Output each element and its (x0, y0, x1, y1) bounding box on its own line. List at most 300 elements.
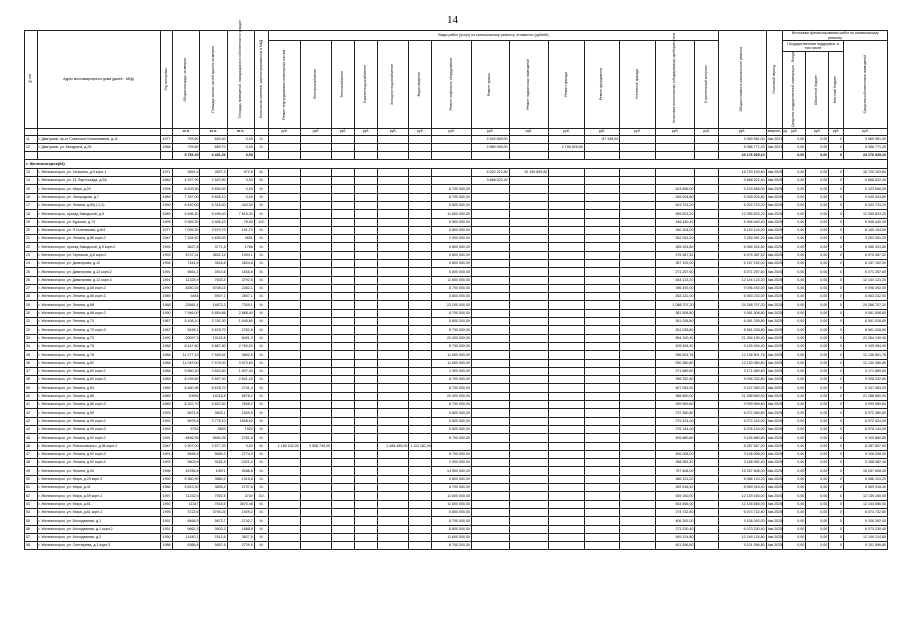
cell-el (300, 484, 331, 492)
cell-bsm (509, 492, 549, 500)
cell-heat (332, 508, 355, 516)
cell-a: 9 365,30 (173, 218, 200, 226)
cell-dev: 405 880,80 (655, 434, 695, 442)
cell-p: 9/- (254, 309, 269, 317)
cell-fac (549, 168, 585, 176)
cell-s1: 0,00 (783, 284, 806, 292)
cell-b: 2 522,90 (200, 177, 227, 185)
cell-a: 5 752,20 (173, 152, 200, 160)
cell-ins (620, 517, 656, 525)
table-row (25, 492, 888, 500)
cell-int (269, 392, 300, 400)
cell-own: 3 252 051,20 (843, 235, 887, 243)
cell-fac (549, 542, 585, 550)
cell-el (300, 276, 331, 284)
cell-bsm (509, 500, 549, 508)
cell-tot: 3 171 689,60 (718, 367, 766, 375)
cell-y: 1988 (160, 367, 173, 375)
cell-s3: 0 (829, 384, 844, 392)
cell-heat (332, 434, 355, 442)
cell-el (300, 226, 331, 234)
cell-sew (409, 326, 432, 334)
cell-s2: 0,00 (806, 434, 829, 442)
cell-lift: 5 800 000,00 (432, 243, 472, 251)
cell-fd (584, 442, 620, 450)
cell-s1: 0,00 (783, 309, 806, 317)
cell-fd (584, 177, 620, 185)
cell-sew (409, 168, 432, 176)
cell-int (269, 135, 300, 143)
cell-s3: 0 (829, 210, 844, 218)
cell-cold (377, 492, 408, 500)
cell-tot: 3 252 051,20 (718, 235, 766, 243)
cell-s2: 0,00 (806, 367, 829, 375)
cell-per: 4кв.2025г (766, 359, 783, 367)
cell-per: 4кв.2025г (766, 442, 783, 450)
cell-sew (409, 301, 432, 309)
cell-tot: 6 075 387,52 (718, 251, 766, 259)
cell-bsm (509, 185, 549, 193)
cell-addr: г. Железногорск, ул. Ленина, д.80(1,1,2) (37, 201, 160, 209)
cell-heat (332, 384, 355, 392)
table-row (25, 284, 888, 292)
cell-fac (549, 235, 585, 243)
cell-fd (584, 542, 620, 550)
cell-ins (620, 334, 656, 342)
cell-y: 1992 (160, 500, 173, 508)
cell-cold (377, 318, 408, 326)
cell-per: 4кв.2025г (766, 210, 783, 218)
cell-ctl (695, 152, 718, 160)
cell-sew (409, 185, 432, 193)
cell-sew (409, 284, 432, 292)
cell-s3: 0 (829, 251, 844, 259)
cell-p: 9/- (254, 484, 269, 492)
cell-c: 1835,8 (227, 268, 254, 276)
cell-ctl (695, 392, 718, 400)
cell-ctl (695, 442, 718, 450)
cell-b: 645,40 (200, 135, 227, 143)
cell-hot (355, 484, 378, 492)
cell-own: 6 071 257,60 (843, 268, 887, 276)
cell-hot (355, 342, 378, 350)
cell-y: 1987 (160, 235, 173, 243)
cell-addr: г. Железногорск, ул. Сентюрева, д.1 корп.3 (37, 542, 160, 550)
cell-bsm (509, 392, 549, 400)
cell-lift: 5 800 000,00 (432, 475, 472, 483)
cell-own: 6 074 732,80 (843, 508, 887, 516)
cell-c: 3730 (227, 492, 254, 500)
cell-n: 53 (25, 500, 38, 508)
cell-y: 1987 (160, 326, 173, 334)
cell-s3: 0 (829, 492, 844, 500)
cell-ctl (695, 508, 718, 516)
cell-hot (355, 384, 378, 392)
cell-cold (377, 185, 408, 193)
cell-tot: 8 287 657,00 (718, 442, 766, 450)
table-row (25, 193, 888, 201)
cell-lift: 11 600 000,00 (432, 500, 472, 508)
cell-ctl (695, 210, 718, 218)
cell-tot: 6 140 104,00 (718, 226, 766, 234)
cell-ctl (695, 185, 718, 193)
cell-sew (409, 251, 432, 259)
cell-per: 4кв.2025г (766, 542, 783, 550)
cell-n: 49 (25, 467, 38, 475)
cell-hot (355, 260, 378, 268)
cell-cold (377, 508, 408, 516)
cell-own: 9 099 969,60 (843, 401, 887, 409)
cell-c: 0,00 (227, 152, 254, 160)
cell-hot (355, 525, 378, 533)
cell-ins (620, 251, 656, 259)
cell-ins (620, 484, 656, 492)
cell-roof (471, 533, 509, 541)
cell-s1: 0,00 (783, 442, 806, 450)
cell-s2: 0,00 (806, 201, 829, 209)
cell-fac (549, 201, 585, 209)
cell-fd (584, 484, 620, 492)
cell-sew (409, 193, 432, 201)
cell-s1: 0,00 (783, 384, 806, 392)
cell-y: 1988 (160, 359, 173, 367)
col-total-cost: Общая стоимость капитального ремонта (718, 31, 766, 129)
cell-s2: 0,00 (806, 218, 829, 226)
cell-s3: 0 (829, 193, 844, 201)
cell-ins (620, 135, 656, 143)
cell-s3: 0 (829, 143, 844, 151)
cell-addr: г. Железногорск, ул. Димитрова, д.12 корп.2 (37, 268, 160, 276)
cell-ctl (695, 260, 718, 268)
cell-ins (620, 508, 656, 516)
cell-b: 3 579,70 (200, 226, 227, 234)
table-row (25, 309, 888, 317)
cell-s3: 0 (829, 351, 844, 359)
cell-fac (549, 276, 585, 284)
cell-ins (620, 434, 656, 442)
cell-b: 9 496,40 (200, 210, 227, 218)
cell-heat (332, 152, 355, 160)
cell-bsm (509, 326, 549, 334)
cell-sew (409, 351, 432, 359)
cell-b: 5 316,00 (200, 201, 227, 209)
cell-n: 13 (25, 168, 38, 176)
cell-roof (471, 409, 509, 417)
cell-bsm (509, 376, 549, 384)
cell-s3: 0 (829, 542, 844, 550)
cell-roof (471, 318, 509, 326)
cell-b: 5673,7 (200, 517, 227, 525)
cell-own: 12 055 823,20 (843, 210, 887, 218)
cell-s3: 0 (829, 484, 844, 492)
cell-c: 3 573,60 (227, 359, 254, 367)
cell-ins (620, 384, 656, 392)
cell-s3: 0 (829, 367, 844, 375)
cell-cold (377, 359, 408, 367)
cell-p: 10/- (254, 492, 269, 500)
cell-fd (584, 152, 620, 160)
cell-lift (432, 135, 472, 143)
cell-s2: 0,00 (806, 309, 829, 317)
cell-p (254, 152, 269, 160)
cell-b: 5907,1 (200, 293, 227, 301)
cell-hot (355, 442, 378, 450)
cell-per: 4кв.2025г (766, 475, 783, 483)
section-title: г. Железногорск(64) (25, 160, 888, 168)
cell-fac (549, 193, 585, 201)
cell-a: 5438,1 (173, 326, 200, 334)
cell-hot (355, 508, 378, 516)
cell-addr: г. Железногорск, ул. Ленина, д.94 (37, 467, 160, 475)
cell-p: 5/- (254, 177, 269, 185)
cell-cold (377, 201, 408, 209)
cell-s1: 0,00 (783, 152, 806, 160)
cell-n: 20 (25, 226, 38, 234)
cell-tot: 16 720 103,60 (718, 168, 766, 176)
cell-dev: 261 028,80 (655, 318, 695, 326)
cell-sew (409, 409, 432, 417)
cell-tot: 6 065 324,80 (718, 243, 766, 251)
cell-y: 1989 (160, 210, 173, 218)
cell-roof (471, 425, 509, 433)
cell-hot (355, 309, 378, 317)
table-row (25, 367, 888, 375)
cell-b: 5 694,00 (200, 185, 227, 193)
cell-cold (377, 434, 408, 442)
cell-roof (471, 401, 509, 409)
cell-per: 4кв.2025г (766, 533, 783, 541)
cell-tot: 9 106 392,00 (718, 517, 766, 525)
cell-tot: 9 081 508,80 (718, 309, 766, 317)
cell-own: 9 105 880,80 (843, 434, 887, 442)
cell-cold (377, 226, 408, 234)
cell-lift: 5 800 000,00 (432, 425, 472, 433)
cell-el (300, 143, 331, 151)
cell-int (269, 409, 300, 417)
cell-tot: 8 969 918,40 (718, 484, 766, 492)
cell-addr: г. Железногорск, ул. Ленина, д.92 корп.3 (37, 450, 160, 458)
cell-el (300, 434, 331, 442)
cell-heat (332, 260, 355, 268)
cell-addr: г. Железногорск, ул. Л.Голенькова, д.6/4 (37, 226, 160, 234)
cell-s3: 0 (829, 508, 844, 516)
cell-s3: 0 (829, 318, 844, 326)
cell-b: 2827,3 (200, 168, 227, 176)
cell-per: 4кв.2025г (766, 226, 783, 234)
cell-per: 4кв.2025г (766, 467, 783, 475)
cell-lift (432, 168, 472, 176)
cell-s3: 0 (829, 276, 844, 284)
cell-ins (620, 201, 656, 209)
cell-a: 7 946,00 (173, 309, 200, 317)
cell-lift: 8 700 000,00 (432, 434, 472, 442)
cell-tot: 9 099 969,60 (718, 401, 766, 409)
cell-own: 21 288 560,00 (843, 392, 887, 400)
cell-lift: 2 900 000,00 (432, 367, 472, 375)
cell-fd (584, 401, 620, 409)
table-row (25, 542, 888, 550)
cell-c: 0,00 (227, 177, 254, 185)
cell-el (300, 218, 331, 226)
cell-dev (655, 143, 695, 151)
cell-ctl (695, 376, 718, 384)
cell-cold (377, 342, 408, 350)
cell-hot (355, 517, 378, 525)
cell-p: 10/- (254, 218, 269, 226)
table-row (25, 401, 888, 409)
cell-int (269, 251, 300, 259)
cell-roof (471, 467, 509, 475)
cell-ctl (695, 492, 718, 500)
table-row (25, 135, 888, 143)
cell-heat (332, 517, 355, 525)
cell-el (300, 201, 331, 209)
cell-fd (584, 500, 620, 508)
cell-ctl (695, 367, 718, 375)
cell-ins (620, 177, 656, 185)
cell-cold (377, 293, 408, 301)
cell-roof (471, 268, 509, 276)
cell-a: 5 438,10 (173, 318, 200, 326)
cell-own: 8 287 657,00 (843, 442, 887, 450)
cell-sew (409, 276, 432, 284)
cell-ins (620, 467, 656, 475)
cell-ins (620, 152, 656, 160)
cell-ctl (695, 143, 718, 151)
cell-ctl (695, 135, 718, 143)
cell-y: 1993 (160, 251, 173, 259)
cell-b: 5 822,50 (200, 401, 227, 409)
cell-bsm (509, 301, 549, 309)
cell-own: 6 072 380,80 (843, 409, 887, 417)
cell-sew (409, 268, 432, 276)
cell-ins (620, 442, 656, 450)
cell-a: 20097,3 (173, 334, 200, 342)
cell-addr: г. Железногорск, ул. Мира, д.59 корп.2 (37, 492, 160, 500)
cell-bsm (509, 276, 549, 284)
cell-own: 9 098 332,80 (843, 376, 887, 384)
cell-heat (332, 201, 355, 209)
cell-fac (549, 434, 585, 442)
cell-int (269, 500, 300, 508)
cell-bsm (509, 226, 549, 234)
cell-lift: 20 300 000,00 (432, 334, 472, 342)
cell-heat (332, 533, 355, 541)
cell-int: 1 180 242,00 (269, 442, 300, 450)
cell-b: 3771,8 (200, 243, 227, 251)
cell-hot (355, 235, 378, 243)
cell-dev: 398 332,80 (655, 376, 695, 384)
cell-bsm (509, 342, 549, 350)
cell-c: 2624,8 (227, 260, 254, 268)
cell-sew (409, 384, 432, 392)
cell-b: 3835,4 (200, 484, 227, 492)
cell-ctl (695, 276, 718, 284)
cell-heat (332, 459, 355, 467)
table-row (25, 450, 888, 458)
cell-fd (584, 235, 620, 243)
cell-a: 8 332,70 (173, 401, 200, 409)
cell-own: 23 176 925,10 (843, 152, 887, 160)
cell-lift: 23 200 000,00 (432, 301, 472, 309)
cell-p: 9/- (254, 301, 269, 309)
cell-s1: 0,00 (783, 401, 806, 409)
cell-roof (471, 517, 509, 525)
cell-hot (355, 359, 378, 367)
cell-roof (471, 301, 509, 309)
cell-s3: 0 (829, 409, 844, 417)
cell-cold (377, 243, 408, 251)
cell-dev: 757 608,00 (655, 467, 695, 475)
cell-addr: г. Железногорск, ул. Ленина, д.82 (37, 359, 160, 367)
cell-int (269, 425, 300, 433)
cell-fd (584, 284, 620, 292)
cell-sew: 1 113 181,00 (409, 442, 432, 450)
cell-c: 2761,6 (227, 434, 254, 442)
cell-roof (471, 542, 509, 550)
cell-per: 4кв.2025г (766, 508, 783, 516)
cell-a: 8456,95 (173, 434, 200, 442)
cell-fac (549, 260, 585, 268)
works-group: Виды работ (услуг) по капитальному ремонту, стоимость (рублей) (269, 31, 718, 41)
cell-c: 3627,5 (227, 533, 254, 541)
cell-tot: 23 176 925,10 (718, 152, 766, 160)
cell-cold: 2 485 485,00 (377, 442, 408, 450)
cell-s2: 0,00 (806, 376, 829, 384)
cell-n: 58 (25, 542, 38, 550)
cell-own: 21 264 190,40 (843, 334, 887, 342)
cell-dev: 455 823,20 (655, 210, 695, 218)
cell-int (269, 326, 300, 334)
cell-s2: 0,00 (806, 508, 829, 516)
cell-b: 13192,8 (200, 334, 227, 342)
cell-ctl (695, 334, 718, 342)
cell-ctl (695, 384, 718, 392)
cell-cold (377, 475, 408, 483)
cell-roof (471, 342, 509, 350)
cell-tot: 15 257 608,00 (718, 467, 766, 475)
table-row (25, 409, 888, 417)
cell-dev (655, 152, 695, 160)
cell-sew (409, 210, 432, 218)
cell-fac (549, 326, 585, 334)
cell-per: 4кв.2025г (766, 376, 783, 384)
cell-s2: 0,00 (806, 185, 829, 193)
cell-bsm (509, 135, 549, 143)
cell-addr: г. Железногорск, ул. Молодежная, д.1 (37, 517, 160, 525)
cell-roof (471, 442, 509, 450)
cell-own: 8 961 028,80 (843, 326, 887, 334)
cell-fac (549, 376, 585, 384)
cell-ctl (695, 243, 718, 251)
cell-fac (549, 135, 585, 143)
cell-addr: г. Железногорск, ул. Ленина, д.68 корп.2 (37, 309, 160, 317)
cell-per: 4кв.2023г (766, 143, 783, 151)
cell-y: 1997 (160, 492, 173, 500)
cell-own: 9 081 508,80 (843, 309, 887, 317)
cell-n: 21 (25, 235, 38, 243)
cell-b: 5 678,70 (200, 384, 227, 392)
cell-n: 14 (25, 177, 38, 185)
cell-c: 2505,2 (227, 401, 254, 409)
cell-s1: 0,00 (783, 367, 806, 375)
cell-addr: г. Железногорск, ул. Горняков, д.8 корп.2 (37, 251, 160, 259)
cell-ins (620, 359, 656, 367)
table-row (25, 260, 888, 268)
cell-lift: 8 700 000,00 (432, 284, 472, 292)
cell-n (25, 152, 38, 160)
cell-dev: 399 969,60 (655, 401, 695, 409)
